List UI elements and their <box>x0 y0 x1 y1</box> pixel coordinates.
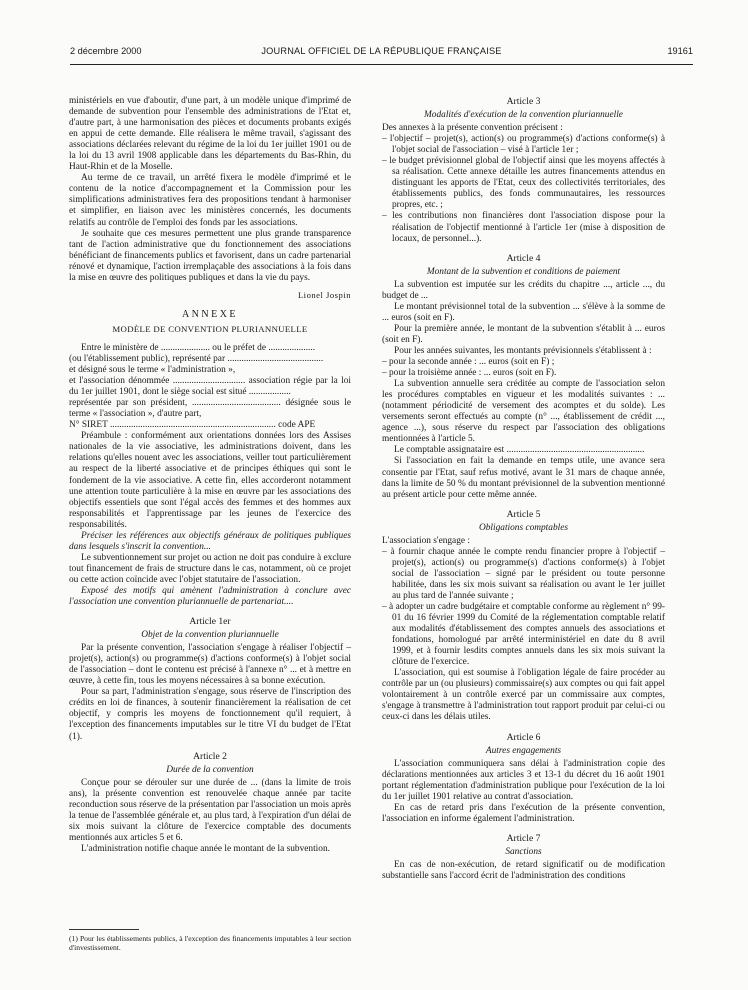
signature: Lionel Jospin <box>297 289 351 300</box>
article-title: Autres engagements <box>485 745 562 756</box>
article-6-heading <box>382 732 665 757</box>
article-number: Article 1er <box>189 616 231 628</box>
annexe-heading: ANNEXE <box>181 308 239 320</box>
form-line: et l'association dénommée ............................... association régie par la loi du 1er juillet 1901, dont le siège social est situé .................. <box>69 376 351 398</box>
list-item: – à fournir chaque année le compte rendu financier propre à l'objectif – projet(s), action(s) ou programme(s) d'actions conforme(s) à l'objet social de l'association – signé par le président ou toute personne habilitée, dans les six mois suivant sa réalisation ou avant le 1er juillet au plus tard de l'année suivante ; <box>382 546 665 601</box>
article-number: Article 7 <box>506 832 541 844</box>
paragraph: Le subventionnement sur projet ou action ne doit pas conduire à exclure tout financement de frais de structure dans le cas, notamment, où ce projet ou cette action coïncide avec l'objet statutaire de l'association. <box>69 552 351 585</box>
paragraph: Le comptable assignataire est ........................................................... <box>394 445 645 456</box>
paragraph: L'association s'engage : <box>382 535 470 546</box>
article-number: Article 6 <box>506 731 541 743</box>
article-title: Montant de la subvention et conditions de paiement <box>426 266 621 277</box>
paragraph: Des annexes à la présente convention précisent : <box>382 123 563 134</box>
article-title: Obligations comptables <box>478 522 569 533</box>
paragraph: Par la présente convention, l'association s'engage à réaliser l'objectif – projet(s), action(s) ou programme(s) d'actions conforme(s) à l'objet social de l'association – dont le contenu est précisé à l'annexe n° ... et à mettre en œuvre, à cette fin, tous les moyens nécessaires à sa bonne exécution. <box>69 643 351 687</box>
header-title: JOURNAL OFFICIEL DE LA RÉPUBLIQUE FRANÇAISE <box>261 46 502 56</box>
paragraph: Le montant prévisionnel total de la subvention ... s'élève à la somme de ... euros (soit en F). <box>382 301 665 323</box>
article-number: Article 2 <box>193 750 227 762</box>
article-4-heading <box>382 253 665 278</box>
list-item: – à adopter un cadre budgétaire et comptable conforme au règlement n° 99-01 du 16 février 1999 du Comité de la réglementation comptable relatif aux modalités d'établissement des comptes annuels des associations et fondations, homologué par arrêté interministériel en date du 8 avril 1999, et à fournir lesdits comptes annuels dans les six mois suivant la clôture de l'exercice. <box>382 602 665 668</box>
article-7-heading <box>382 833 665 858</box>
paragraph: Pour sa part, l'administration s'engage, sous réserve de l'inscription des crédits en loi de finances, à soutenir financièrement la réalisation de cet objectif, y compris les moyens de fonctionnement qu'il requiert, à l'exception des financements imputables sur le titre VI du budget de l'Etat (1). <box>69 687 351 742</box>
paragraph: La subvention est imputée sur les crédits du chapitre ..., article ..., du budget de ... <box>382 279 665 301</box>
form-line: et désigné sous le terme « l'administration », <box>69 365 236 376</box>
paragraph: L'association, qui est soumise à l'obligation légale de faire procéder au contrôle par un (ou plusieurs) commissaire(s) aux comptes ou qui fait appel volontairement à un contrôle exercé par un commissaire aux comptes, s'engage à transmettre à l'administration tout rapport produit par celui-ci ou ceux-ci dans les délais utiles. <box>382 668 665 723</box>
form-line: N° SIRET ....................................................................... code APE <box>69 420 316 431</box>
list-item: – les contributions non financières dont l'association dispose pour la réalisation de l'objectif mentionné à l'article 1er (mise à disposition de locaux, de personnel...). <box>382 211 665 244</box>
footnote-divider <box>69 929 139 930</box>
paragraph: Pour la première année, le montant de la subvention s'établit à ... euros (soit en F). <box>382 323 665 345</box>
article-title: Objet de la convention pluriannuelle <box>141 630 279 641</box>
list-item: – l'objectif – projet(s), action(s) ou programme(s) d'actions conforme(s) à l'objet social de l'association – visé à l'article 1er ; <box>382 134 665 156</box>
article-title: Modalités d'exécution de la convention pluriannuelle <box>424 110 623 121</box>
paragraph: Si l'association en fait la demande en temps utile, une avance sera consentie par l'Etat, sauf refus motivé, avant le 31 mars de chaque année, dans la limite de 50 % du montant prévisionnel de la subvention mentionné au présent article pour cette même année. <box>382 456 665 500</box>
article-title: Durée de la convention <box>166 764 254 775</box>
list-item: – le budget prévisionnel global de l'objectif ainsi que les moyens affectés à sa réalisation. Cette annexe détaille les autres financements attendus en distinguant les apports de l'Etat, ceux des collectivités territoriales, des établissements publics, des fonds communautaires, les ressources propres, etc. ; <box>382 156 665 211</box>
paragraph: La subvention annuelle sera créditée au compte de l'association selon les procédures comptables en vigueur et les modalités suivantes : ... (notamment périodicité de versement des acomptes et du solde). Les versements seront effectués au compte (n° ..., établissement de crédit ..., agence ...), sous réserve du respect par l'association des obligations mentionnées à l'article 5. <box>382 379 665 445</box>
paragraph: En cas de retard pris dans l'exécution de la présente convention, l'association en informe également l'administration. <box>382 802 665 824</box>
footnote: (1) Pour les établissements publics, à l'exception des financements imputables à leur section d'investissement. <box>69 934 351 952</box>
article-5-list <box>382 547 665 669</box>
left-column <box>69 96 351 855</box>
paragraph: Conçue pour se dérouler sur une durée de ... (dans la limite de trois ans), la présente convention est renouvelée chaque année par tacite reconduction sous réserve de la présentation par l'association un mois après la tenue de l'assemblée générale et, au plus tard, à l'expiration d'un délai de six mois suivant la clôture de l'exercice comptable des documents mentionnés aux articles 5 et 6. <box>69 777 351 843</box>
form-line: représentée par son président, ...................................... désignée sous le terme « l'association », d'autre part, <box>69 398 351 420</box>
paragraph: ministériels en vue d'aboutir, d'une part, à un modèle unique d'imprimé de demande de subvention pour l'ensemble des administrations de l'Etat et, d'autre part, à une harmonisation des pièces et documents probants exigés en appui de cette demande. Elle réalisera le même travail, s'agissant des associations déclarées relevant du régime de la loi du 1er juillet 1901 ou de la loi du 13 avril 1908 applicable dans les départements du Bas-Rhin, du Haut-Rhin et de la Moselle. <box>69 96 351 173</box>
paragraph: L'administration notifie chaque année le montant de la subvention. <box>81 843 330 854</box>
article-title: Sanctions <box>505 846 542 857</box>
page-number: 19161 <box>667 46 693 56</box>
paragraph: Je souhaite que ces mesures permettent une plus grande transparence tant de l'action administrative que du fonctionnement des associations bénéficiant de financements publics et favorisent, dans un cadre partenarial rénové et dynamique, l'action irremplaçable des associations à la fois dans la mise en œuvre des politiques publiques et dans la vie du pays. <box>69 228 351 283</box>
article-4-list <box>382 357 665 379</box>
article-number: Article 3 <box>506 96 541 107</box>
article-5-heading <box>382 509 665 534</box>
article-2-heading <box>69 751 351 776</box>
page-header <box>70 46 693 65</box>
instruction-note: Exposé des motifs qui amènent l'administration à conclure avec l'association une convention pluriannuelle de partenariat.... <box>69 585 351 608</box>
article-3-list <box>382 134 665 244</box>
instruction-note: Préciser les références aux objectifs généraux de politiques publiques dans lesquels s'inscrit la convention... <box>69 530 351 552</box>
preamble: Préambule : conformément aux orientations données lors des Assises nationales de la vie associative, les administrations doivent, dans les relations qu'elles nouent avec les associations, veiller tout particulièrement au respect de la liberté associative et de principes éthiques qui sont le fondement de la vie associative. A cette fin, elles accorderont notamment une attention toute particulière à la mise en œuvre par les associations des objectifs essentiels que sont l'égal accès des femmes et des hommes aux responsabilités et l'apprentissage par les jeunes de l'exercice des responsabilités. <box>69 431 351 530</box>
paragraph: Au terme de ce travail, un arrêté fixera le modèle d'imprimé et le contenu de la notice d'accompagnement et la Commission pour les simplifications administratives fera des propositions tendant à harmoniser et simplifier, en liaison avec les ministères concernés, les documents relatifs au contrôle de l'emploi des fonds par les associations. <box>69 173 351 228</box>
right-column <box>382 96 665 882</box>
article-3-heading <box>382 96 665 121</box>
article-number: Article 4 <box>506 252 541 264</box>
form-line: (ou l'établissement public), représenté par ......................................... <box>69 353 324 364</box>
article-1-heading <box>69 616 351 641</box>
form-line: Entre le ministère de ..................... ou le préfet de .................... <box>81 342 316 353</box>
list-item: – pour la seconde année : ... euros (soit en F) ; <box>382 357 555 368</box>
model-heading: MODÈLE DE CONVENTION PLURIANNUELLE <box>112 323 308 334</box>
article-number: Article 5 <box>506 508 541 520</box>
paragraph: Pour les années suivantes, les montants prévisionnels s'établissent à : <box>394 345 652 356</box>
paragraph: L'association communiquera sans délai à l'administration copie des déclarations mentionnées aux articles 3 et 13-1 du décret du 16 août 1901 portant réglementation d'administration publique pour l'exécution de la loi du 1er juillet 1901 relative au contrat d'association. <box>382 758 665 802</box>
list-item: – pour la troisième année : ... euros (soit en F). <box>382 368 557 379</box>
paragraph: En cas de non-exécution, de retard significatif ou de modification substantielle sans l'accord écrit de l'administration des conditions <box>382 860 665 882</box>
header-date: 2 décembre 2000 <box>70 46 142 56</box>
